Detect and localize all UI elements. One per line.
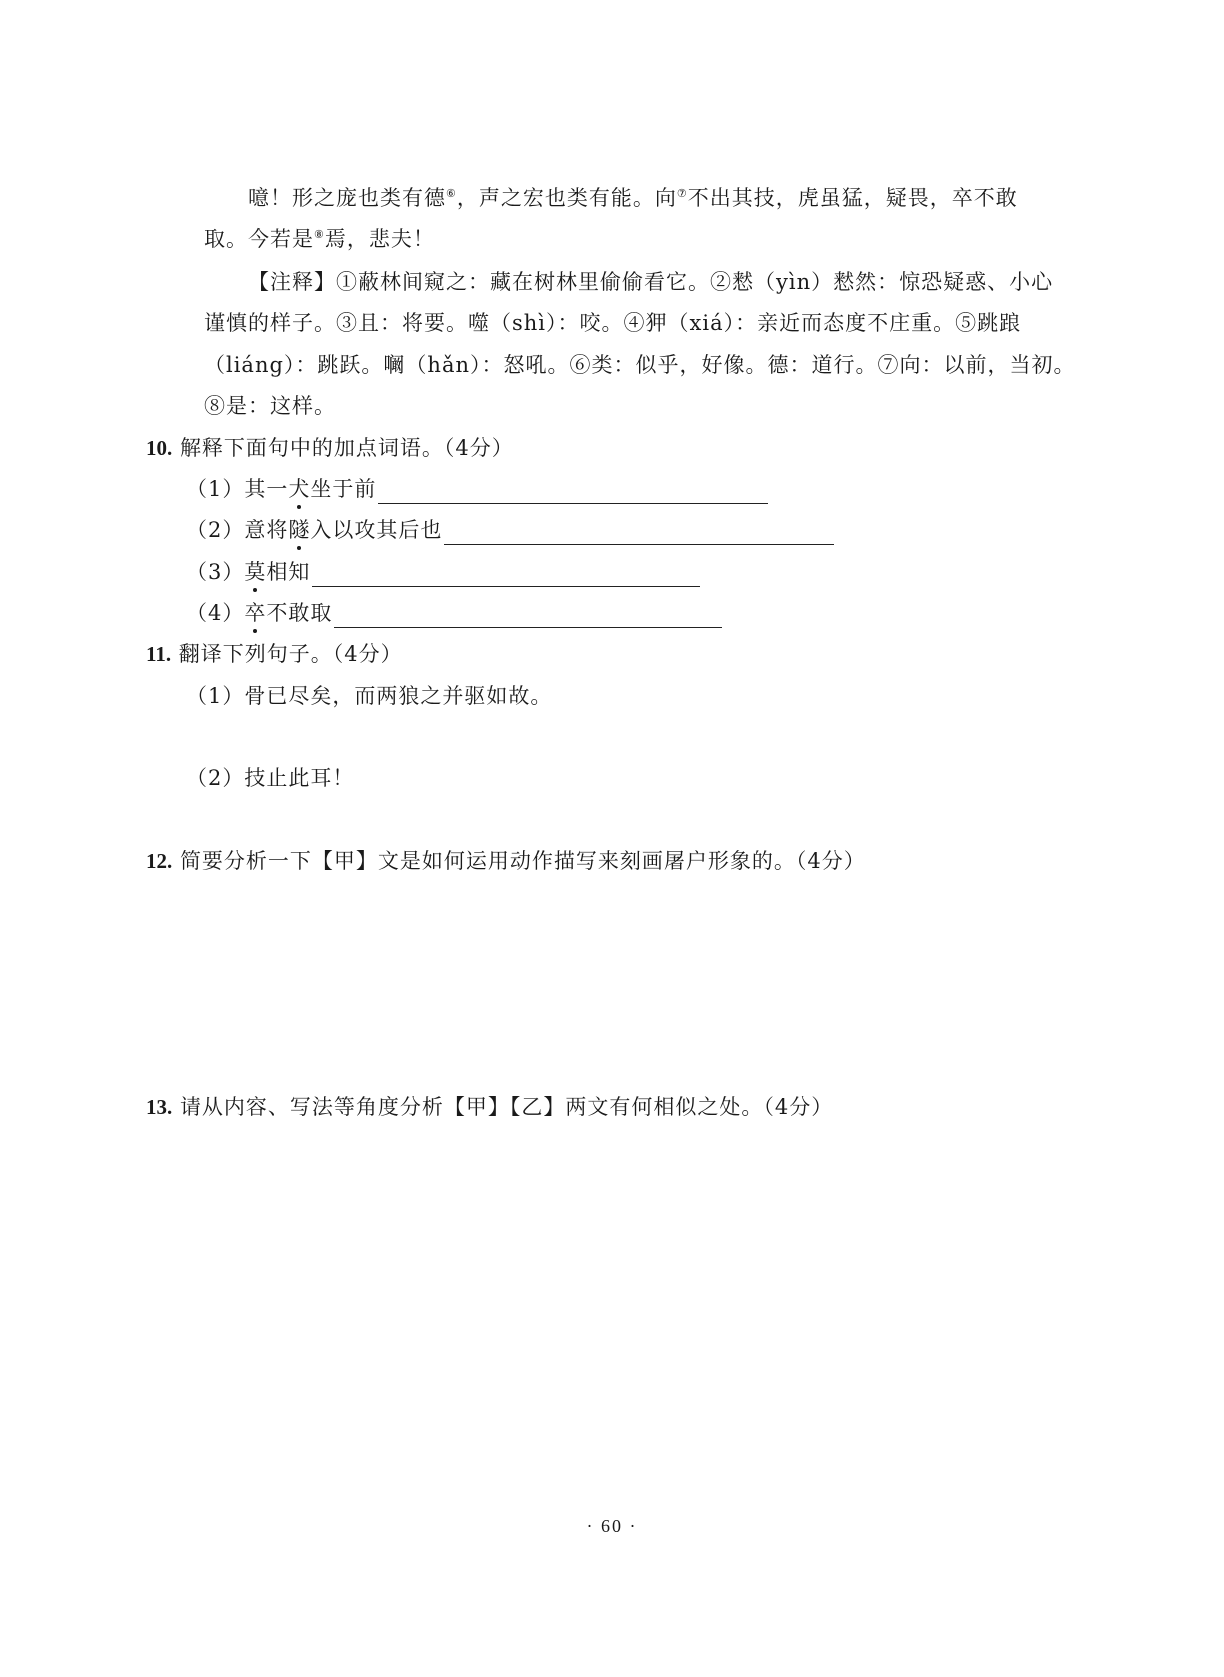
answer-blank[interactable] <box>378 479 768 504</box>
question-text: 解释下面句中的加点词语。（4分） <box>179 436 514 460</box>
item-label: （1） <box>186 684 245 708</box>
q10-item-4 <box>186 598 722 628</box>
question-number: 12. <box>146 849 173 873</box>
page-number: · 60 · <box>586 1516 638 1536</box>
item-text: 其一 <box>244 477 289 501</box>
item-text: 技止此耳！ <box>244 766 355 790</box>
q10-item-1 <box>186 474 768 504</box>
question-13 <box>146 1092 833 1122</box>
item-label: （3） <box>186 560 245 584</box>
q10-item-3 <box>186 557 700 587</box>
item-text: 入以攻其后也 <box>310 518 443 542</box>
item-text: 不敢取 <box>266 601 333 625</box>
emphasis-dot-word: 犬 <box>288 474 310 504</box>
q11-item-2 <box>186 763 354 793</box>
question-number: 11. <box>146 642 172 666</box>
item-text: 意将 <box>244 518 289 542</box>
emphasis-dot-word: 隧 <box>288 515 310 545</box>
question-text: 请从内容、写法等角度分析【甲】【乙】两文有何相似之处。（4分） <box>179 1095 834 1119</box>
item-label: （2） <box>186 766 245 790</box>
item-label: （1） <box>186 477 245 501</box>
question-text: 翻译下列句子。（4分） <box>178 642 403 666</box>
question-10 <box>146 433 514 463</box>
passage-text: 取。今若是 <box>204 227 314 251</box>
q11-item-1 <box>186 681 552 711</box>
question-text: 简要分析一下【甲】文是如何运用动作描写来刻画屠户形象的。（4分） <box>179 849 866 873</box>
question-number: 13. <box>146 1095 173 1119</box>
q10-item-2 <box>186 515 834 545</box>
emphasis-dot-word: 卒 <box>244 598 266 628</box>
passage-text: ，声之宏也类有能。向 <box>456 186 677 210</box>
passage-text: 不出其技，虎虽猛，疑畏，卒不敢 <box>687 186 1018 210</box>
notes-line-2: 谨慎的样子。③且：将要。噬（shì）：咬。④狎（xiá）：亲近而态度不庄重。⑤跳踉 <box>204 311 1022 335</box>
footnote-marker: ⑧ <box>314 228 325 241</box>
answer-blank[interactable] <box>334 603 722 628</box>
notes-line-3: （liáng）：跳跃。㘎（hǎn）：怒吼。⑥类：似乎，好像。德：道行。⑦向：以前，当初。 <box>204 353 1076 377</box>
passage-line-1 <box>248 183 1018 213</box>
answer-blank[interactable] <box>312 562 700 587</box>
emphasis-dot-word: 莫 <box>244 557 266 587</box>
passage-text: 焉，悲夫！ <box>324 227 435 251</box>
item-label: （2） <box>186 518 245 542</box>
question-11 <box>146 639 403 669</box>
passage-line-2 <box>204 224 435 254</box>
item-text: 坐于前 <box>310 477 377 501</box>
footnote-marker: ⑦ <box>676 187 688 200</box>
item-label: （4） <box>186 601 245 625</box>
notes-line-4: ⑧是：这样。 <box>204 394 336 418</box>
answer-blank[interactable] <box>444 520 834 545</box>
question-number: 10. <box>146 436 173 460</box>
notes-line-1: 【注释】①蔽林间窥之：藏在树林里偷偷看它。②慭（yìn）慭然：惊恐疑惑、小心 <box>248 270 1054 294</box>
passage-text: 噫！形之庞也类有德 <box>248 186 446 210</box>
item-text: 相知 <box>266 560 311 584</box>
footnote-marker: ⑥ <box>446 187 457 200</box>
question-12 <box>146 846 866 876</box>
item-text: 骨已尽矣，而两狼之并驱如故。 <box>244 684 553 708</box>
